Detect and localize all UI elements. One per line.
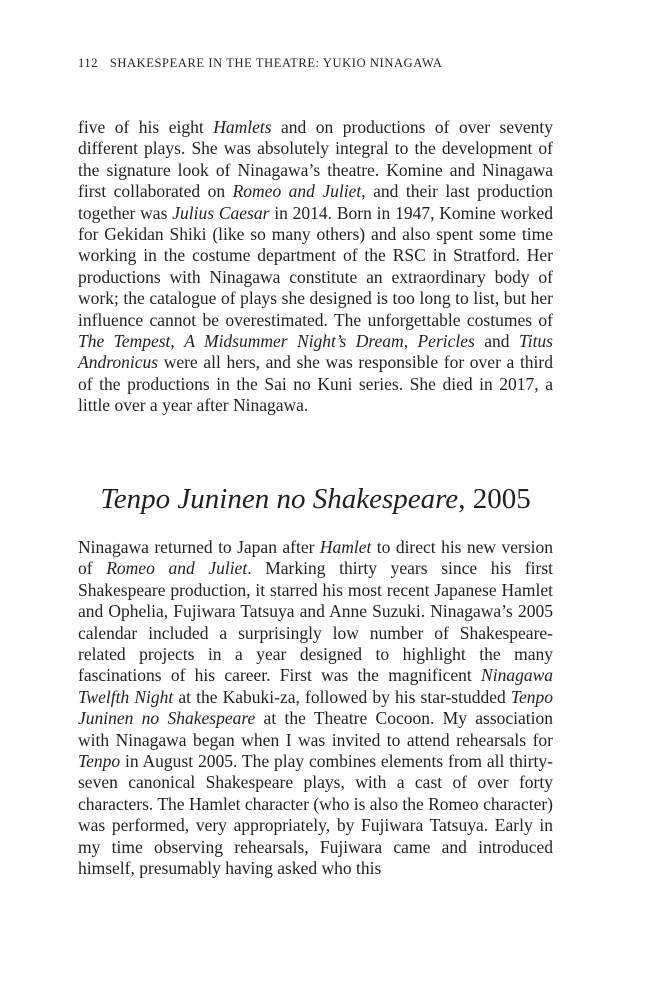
section-heading	[78, 482, 553, 516]
text-run: in 2014. Born in 1947, Komine worked for Gekidan Shiki (like so many others) and also spent some time working in the costume department of the RSC in Stratford. Her productions with Ninagawa constitute an extraordinary body of work; the catalogue of plays she designed is too long to list, but her influence cannot be overestimated. The unforgettable costumes of	[78, 202, 553, 330]
body-paragraph-2	[78, 537, 553, 880]
play-title: Romeo and Juliet	[232, 181, 362, 202]
text-run: , and their last production together was	[78, 181, 553, 223]
text-run: ,	[403, 331, 418, 352]
play-title: Julius Caesar	[172, 202, 270, 223]
play-title: Romeo and Juliet	[106, 558, 248, 579]
play-title: The Tempest	[78, 331, 171, 352]
play-title: Ninagawa Twelfth Night	[78, 665, 553, 707]
text-run: ,	[170, 331, 185, 352]
text-run: and	[474, 331, 519, 352]
play-title: Tenpo Juninen no Shakespeare	[78, 686, 554, 729]
running-head	[78, 56, 553, 71]
text-run: Ninagawa returned to Japan after	[78, 537, 320, 557]
page-number: 112	[78, 56, 99, 70]
play-title: Hamlet	[319, 537, 372, 557]
play-title: Tenpo	[78, 751, 121, 772]
text-run: at the Theatre Cocoon. My association with Ninagawa began when I was invited to attend rehearsals for	[78, 708, 553, 750]
text-run: five of his eight	[78, 117, 214, 137]
section-heading-title: Tenpo Juninen no Shakespeare	[100, 483, 459, 515]
play-title: Pericles	[417, 331, 475, 352]
section-heading-year: , 2005	[458, 483, 531, 515]
body-paragraph-1	[78, 117, 553, 417]
text-run: at the Kabuki-za, followed by his star-studded	[173, 686, 511, 707]
play-title: Titus Andronicus	[78, 331, 553, 373]
text-run: to direct his new version of	[78, 537, 553, 579]
play-title: Hamlets	[213, 117, 272, 137]
text-run: in August 2005. The play combines elements from all thirty-seven canonical Shakespeare plays, with a cast of over forty characters. The Hamlet character (who is also the Romeo character) was performed, very appropriately, by Fujiwara Tatsuya. Early in my time observing rehearsals, Fujiwara came and introduced himself, presumably having asked who this	[78, 751, 553, 879]
text-run: were all hers, and she was responsible for over a third of the productions in the Sai no Kuni series. She died in 2017, a little over a year after Ninagawa.	[78, 352, 553, 416]
running-title: SHAKESPEARE IN THE THEATRE: YUKIO NINAGAWA	[109, 56, 443, 70]
play-title: A Midsummer Night’s Dream	[184, 331, 404, 352]
text-run: and on productions of over seventy different plays. She was absolutely integral to the development of the signature look of Ninagawa’s theatre. Komine and Ninagawa first collaborated on	[78, 117, 554, 202]
text-run: . Marking thirty years since his first Shakespeare production, it starred his most recent Japanese Hamlet and Ophelia, Fujiwara Tatsuya and Anne Suzuki. Ninagawa’s 2005 calendar included a surprisingly low number of Shakespeare-related projects in a year designed to highlight the many fascinations of his career. First was the magnificent	[78, 558, 554, 686]
